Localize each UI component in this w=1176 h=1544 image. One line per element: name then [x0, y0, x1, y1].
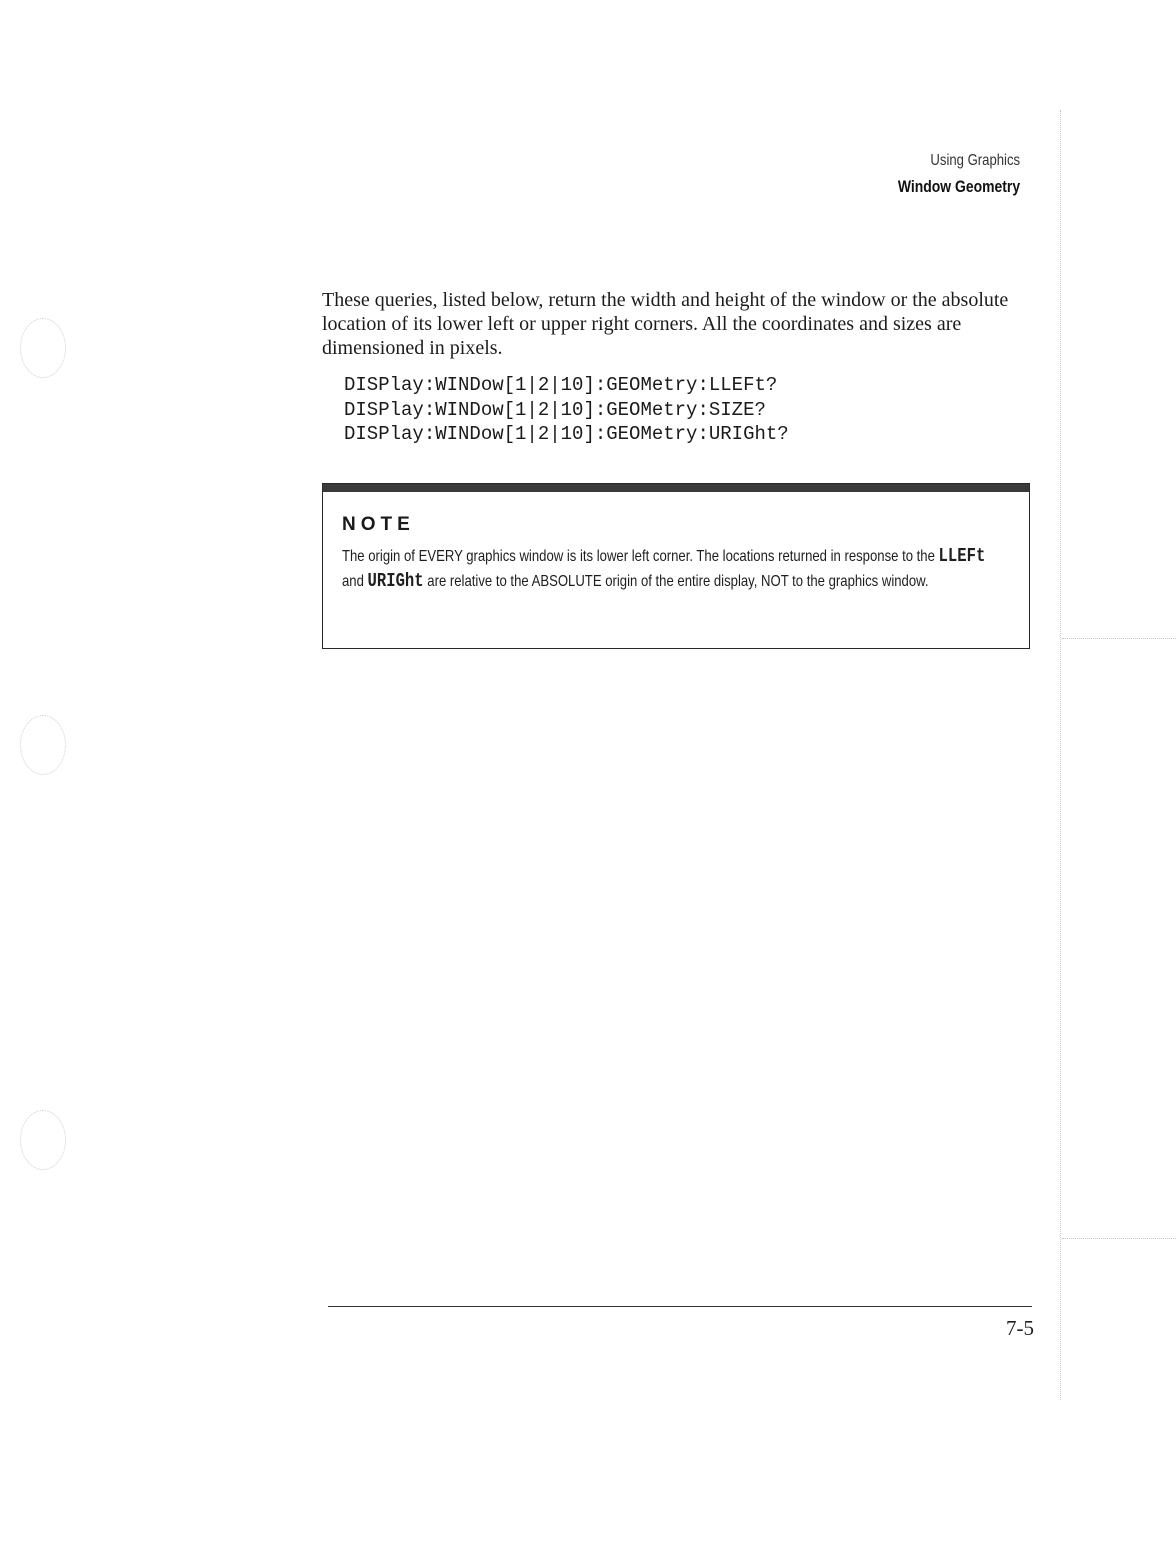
note-text [342, 544, 1008, 594]
code-block [344, 373, 789, 447]
scan-edge-dots [1062, 638, 1176, 639]
note-heading: NOTE [342, 514, 415, 535]
note-code-uright: URIGht [367, 570, 424, 592]
running-header [898, 150, 1020, 200]
binder-hole [20, 318, 66, 378]
page-number: 7-5 [1006, 1316, 1034, 1340]
body-paragraph: These queries, listed below, return the width and height of the window or the absolute location of its lower left or upper right corners. All the coordinates and sizes are dimensioned in pixels. [322, 289, 1009, 359]
code-line: DISPlay:WINDow[1|2|10]:GEOMetry:URIGht? [344, 423, 789, 445]
note-text-part: The origin of EVERY graphics window is its lower left corner. The locations returned in response to the [342, 548, 939, 565]
note-text-part: and [342, 573, 368, 590]
footer-rule [328, 1306, 1032, 1307]
binder-hole [20, 715, 66, 775]
scan-edge-line [1060, 110, 1061, 1400]
note-box [322, 483, 1030, 649]
code-line: DISPlay:WINDow[1|2|10]:GEOMetry:SIZE? [344, 398, 766, 421]
binder-hole [20, 1110, 66, 1170]
scan-edge-dots [1062, 1238, 1176, 1239]
header-section: Using Graphics [930, 152, 1020, 169]
header-title: Window Geometry [897, 177, 1020, 196]
note-code-lleft: LLEFt [938, 545, 986, 567]
code-line: DISPlay:WINDow[1|2|10]:GEOMetry:LLEFt? [344, 374, 778, 396]
note-text-part: are relative to the ABSOLUTE origin of the entire display, NOT to the graphics window. [423, 573, 929, 590]
note-top-bar [323, 484, 1029, 492]
